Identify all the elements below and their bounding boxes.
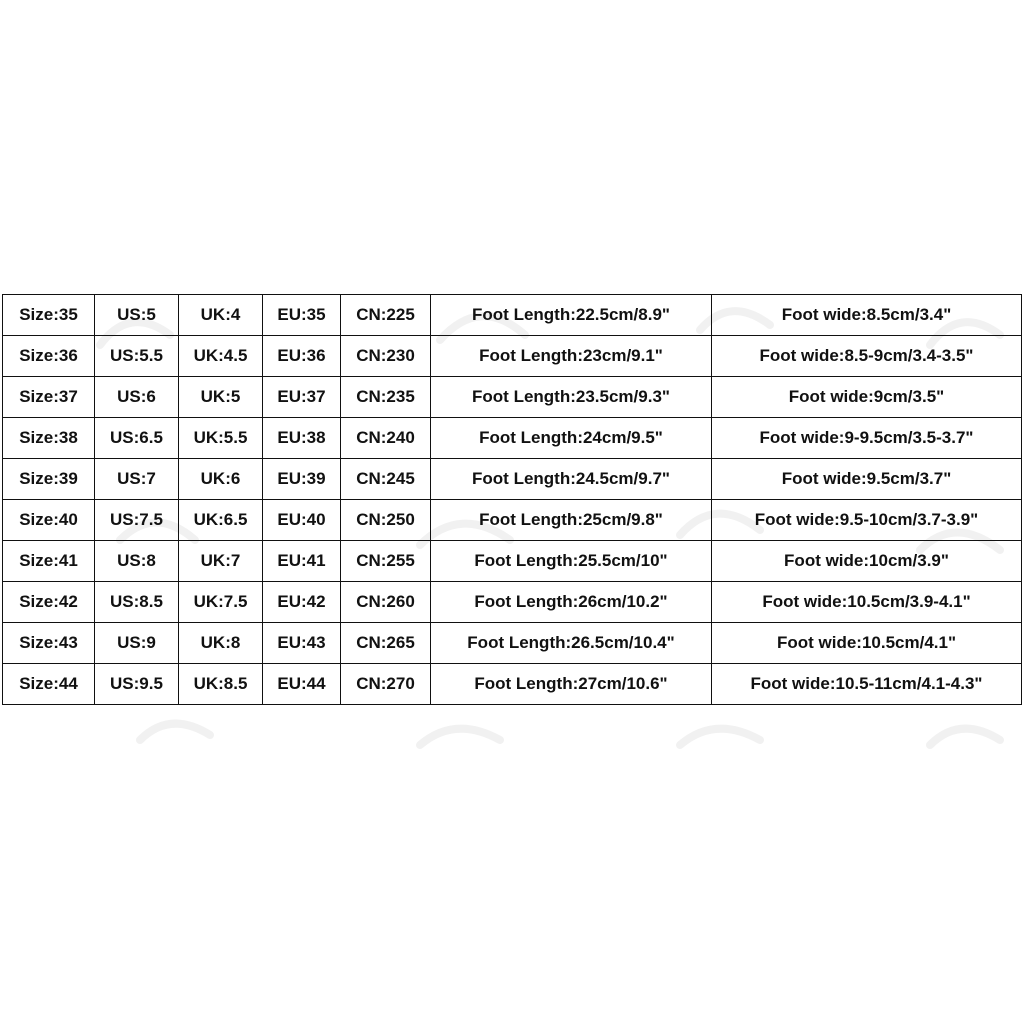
eu-size-cell: EU:41 [263,541,341,582]
foot-wide-cell: Foot wide:9.5-10cm/3.7-3.9" [712,500,1022,541]
foot-length-cell: Foot Length:22.5cm/8.9" [431,295,712,336]
table-row [3,623,1022,664]
size-cell: Size:42 [3,582,95,623]
cn-size-cell: CN:250 [341,500,431,541]
eu-size-cell: EU:37 [263,377,341,418]
uk-size-cell: UK:8.5 [179,664,263,705]
us-size-cell: US:5 [95,295,179,336]
eu-size-cell: EU:42 [263,582,341,623]
us-size-cell: US:7 [95,459,179,500]
foot-wide-cell: Foot wide:10.5-11cm/4.1-4.3" [712,664,1022,705]
foot-length-cell: Foot Length:23.5cm/9.3" [431,377,712,418]
us-size-cell: US:9.5 [95,664,179,705]
table-row [3,500,1022,541]
eu-size-cell: EU:36 [263,336,341,377]
foot-length-cell: Foot Length:24cm/9.5" [431,418,712,459]
table-row [3,541,1022,582]
foot-length-cell: Foot Length:27cm/10.6" [431,664,712,705]
uk-size-cell: UK:7.5 [179,582,263,623]
uk-size-cell: UK:8 [179,623,263,664]
uk-size-cell: UK:5 [179,377,263,418]
foot-wide-cell: Foot wide:9.5cm/3.7" [712,459,1022,500]
size-cell: Size:35 [3,295,95,336]
size-chart-table [2,294,1022,705]
size-cell: Size:37 [3,377,95,418]
us-size-cell: US:8.5 [95,582,179,623]
table-row [3,295,1022,336]
us-size-cell: US:6.5 [95,418,179,459]
size-cell: Size:44 [3,664,95,705]
eu-size-cell: EU:35 [263,295,341,336]
foot-wide-cell: Foot wide:8.5cm/3.4" [712,295,1022,336]
size-cell: Size:43 [3,623,95,664]
foot-length-cell: Foot Length:26.5cm/10.4" [431,623,712,664]
uk-size-cell: UK:6.5 [179,500,263,541]
cn-size-cell: CN:225 [341,295,431,336]
us-size-cell: US:5.5 [95,336,179,377]
table-row [3,418,1022,459]
us-size-cell: US:6 [95,377,179,418]
us-size-cell: US:7.5 [95,500,179,541]
foot-wide-cell: Foot wide:10.5cm/4.1" [712,623,1022,664]
us-size-cell: US:9 [95,623,179,664]
size-cell: Size:36 [3,336,95,377]
size-cell: Size:40 [3,500,95,541]
table-row [3,664,1022,705]
foot-wide-cell: Foot wide:9-9.5cm/3.5-3.7" [712,418,1022,459]
uk-size-cell: UK:5.5 [179,418,263,459]
uk-size-cell: UK:6 [179,459,263,500]
eu-size-cell: EU:44 [263,664,341,705]
cn-size-cell: CN:260 [341,582,431,623]
size-cell: Size:39 [3,459,95,500]
eu-size-cell: EU:40 [263,500,341,541]
cn-size-cell: CN:230 [341,336,431,377]
table-row [3,582,1022,623]
cn-size-cell: CN:265 [341,623,431,664]
foot-length-cell: Foot Length:25.5cm/10" [431,541,712,582]
foot-length-cell: Foot Length:24.5cm/9.7" [431,459,712,500]
foot-wide-cell: Foot wide:10.5cm/3.9-4.1" [712,582,1022,623]
eu-size-cell: EU:43 [263,623,341,664]
foot-wide-cell: Foot wide:10cm/3.9" [712,541,1022,582]
table-row [3,336,1022,377]
uk-size-cell: UK:4.5 [179,336,263,377]
size-cell: Size:38 [3,418,95,459]
eu-size-cell: EU:38 [263,418,341,459]
cn-size-cell: CN:255 [341,541,431,582]
foot-wide-cell: Foot wide:9cm/3.5" [712,377,1022,418]
cn-size-cell: CN:270 [341,664,431,705]
foot-length-cell: Foot Length:26cm/10.2" [431,582,712,623]
size-chart-body [3,295,1022,705]
cn-size-cell: CN:240 [341,418,431,459]
eu-size-cell: EU:39 [263,459,341,500]
uk-size-cell: UK:4 [179,295,263,336]
us-size-cell: US:8 [95,541,179,582]
table-row [3,459,1022,500]
foot-length-cell: Foot Length:25cm/9.8" [431,500,712,541]
table-row [3,377,1022,418]
size-cell: Size:41 [3,541,95,582]
cn-size-cell: CN:245 [341,459,431,500]
foot-length-cell: Foot Length:23cm/9.1" [431,336,712,377]
cn-size-cell: CN:235 [341,377,431,418]
uk-size-cell: UK:7 [179,541,263,582]
foot-wide-cell: Foot wide:8.5-9cm/3.4-3.5" [712,336,1022,377]
